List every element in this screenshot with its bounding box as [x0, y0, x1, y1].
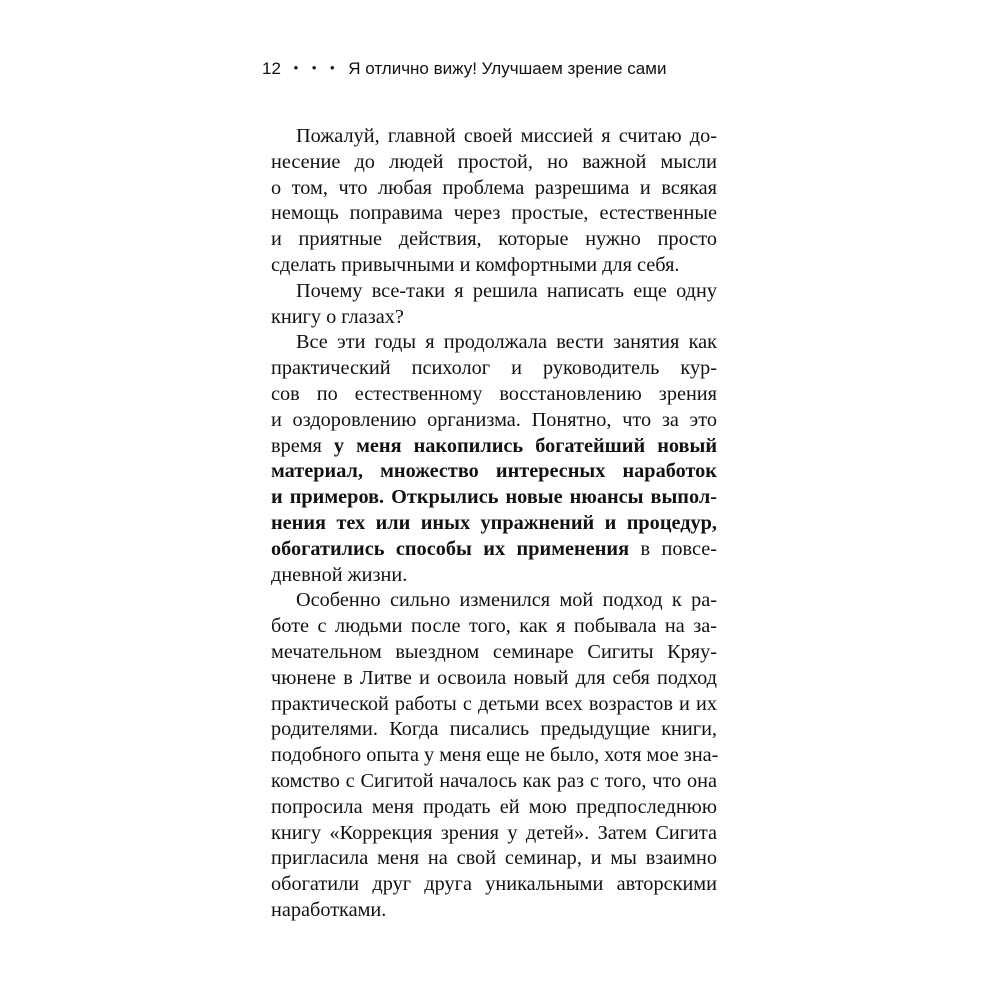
running-header — [262, 59, 666, 79]
text-line — [271, 382, 717, 408]
text-segment: родителями. Когда писались предыдущие книги, — [271, 718, 717, 741]
text-line — [271, 692, 717, 718]
text-line — [271, 485, 717, 511]
bold-text: обогатились способы их применения — [271, 537, 630, 560]
text-line — [271, 795, 717, 821]
page-number: 12 — [262, 59, 281, 78]
text-line — [271, 459, 717, 485]
text-line — [271, 821, 717, 847]
text-segment: Пожалуй, главной своей миссией я считаю до- — [296, 125, 717, 147]
text-segment: немощь поправима через простые, естественные — [271, 202, 717, 225]
text-segment: практической работы с детьми всех возрастов и их — [271, 692, 717, 715]
text-line — [271, 408, 717, 434]
text-line — [271, 356, 717, 382]
text-line — [271, 898, 717, 924]
text-line — [271, 640, 717, 666]
text-segment: время — [271, 434, 334, 457]
text-line — [271, 279, 717, 305]
text-segment: Особенно сильно изменился мой подход к ра- — [296, 589, 717, 612]
bold-text: у меня накопились богатейший новый — [333, 434, 718, 457]
text-line — [271, 537, 717, 563]
text-line — [271, 227, 717, 253]
book-title: Я отлично вижу! Улучшаем зрение сами — [348, 59, 667, 78]
text-line — [271, 563, 717, 589]
text-line — [271, 614, 717, 640]
text-segment: книгу «Коррекция зрения у детей». Затем Сигита — [271, 821, 717, 844]
text-line — [271, 769, 717, 795]
text-segment: о том, что любая проблема разрешима и всякая — [271, 176, 717, 199]
text-segment: в повсе- — [629, 537, 717, 560]
header-separator-dots: • • • — [293, 60, 340, 75]
text-segment: Все эти годы я продолжала вести занятия как — [296, 331, 717, 354]
text-line — [271, 872, 717, 898]
text-segment: обогатили друг друга уникальными авторскими — [271, 873, 717, 896]
text-segment: и оздоровлению организма. Понятно, что за это — [271, 408, 717, 431]
paragraph — [271, 124, 717, 279]
paragraph — [271, 330, 717, 588]
text-line — [271, 717, 717, 743]
bold-text: нения тех или иных упражнений и процедур, — [271, 511, 717, 534]
text-segment: сделать привычными и комфортными для себя. — [271, 253, 680, 276]
paragraph — [271, 279, 717, 331]
text-segment: практический психолог и руководитель кур- — [271, 357, 717, 380]
text-line — [271, 124, 717, 150]
text-line — [271, 588, 717, 614]
paragraph — [271, 588, 717, 923]
bold-text: и примеров. Открылись новые нюансы выпол- — [271, 486, 717, 509]
text-line — [271, 305, 717, 331]
text-line — [271, 201, 717, 227]
text-line — [271, 434, 717, 460]
text-segment: сов по естественному восстановлению зрения — [271, 382, 717, 405]
text-line — [271, 666, 717, 692]
text-line — [271, 846, 717, 872]
text-segment: пригласила меня на свой семинар, и мы взаимно — [271, 847, 717, 870]
text-segment: попросила меня продать ей мою предпоследнюю — [271, 795, 717, 818]
text-segment: комство с Сигитой началось как раз с того, что она — [271, 769, 717, 792]
text-line — [271, 511, 717, 537]
text-segment: дневной жизни. — [271, 563, 408, 586]
text-segment: книгу о глазах? — [271, 305, 404, 328]
text-segment: наработками. — [271, 898, 387, 921]
body-text — [271, 124, 717, 924]
text-segment: Почему все-таки я решила написать еще одну — [296, 279, 717, 302]
text-line — [271, 743, 717, 769]
text-segment: подобного опыта у меня еще не было, хотя мое зна- — [271, 744, 719, 767]
text-line — [271, 330, 717, 356]
text-line — [271, 253, 717, 279]
text-segment: несение до людей простой, но важной мысли — [271, 150, 717, 173]
text-line — [271, 150, 717, 176]
bold-text: материал, множество интересных наработок — [271, 460, 717, 483]
text-segment: чюнене в Литве и освоила новый для себя подход — [271, 666, 717, 689]
text-segment: и приятные действия, которые нужно просто — [271, 228, 717, 251]
text-line — [271, 176, 717, 202]
text-segment: боте с людьми после того, как я побывала на за- — [271, 615, 717, 638]
text-segment: мечательном выездном семинаре Сигиты Кряу- — [271, 640, 717, 663]
